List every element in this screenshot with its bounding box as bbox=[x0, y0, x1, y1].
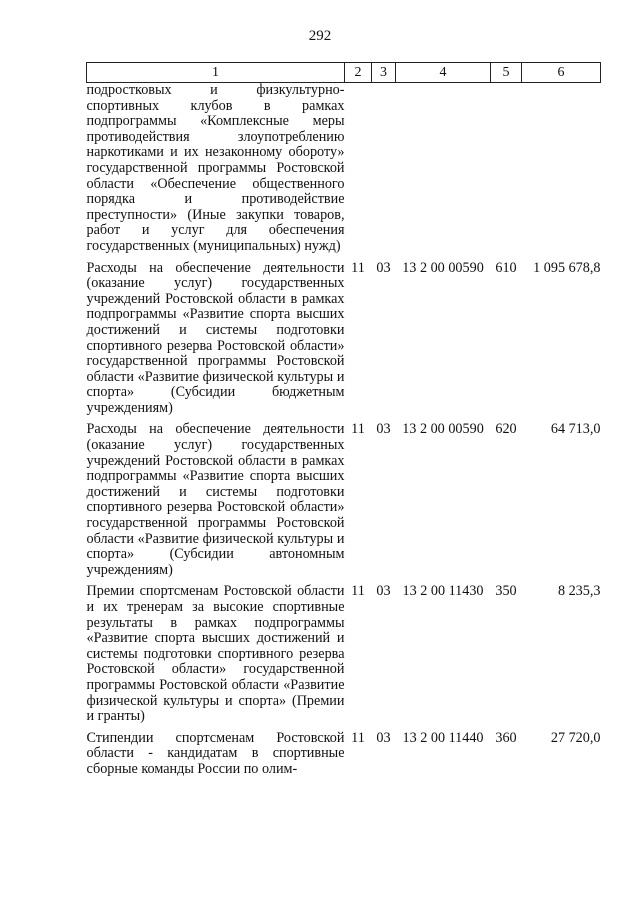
amount: 64 713,0 bbox=[550, 421, 601, 438]
table-header-row bbox=[87, 63, 601, 83]
column-header: 6 bbox=[522, 63, 601, 83]
amount: 8 235,3 bbox=[557, 583, 601, 600]
section-code: 11 bbox=[351, 583, 365, 600]
section-code: 11 bbox=[351, 421, 365, 438]
target-article-code: 13 2 00 00590 bbox=[402, 421, 484, 438]
expense-type-code: 620 bbox=[495, 421, 517, 438]
subsection-code: 03 bbox=[376, 259, 391, 276]
subsection-code: 03 bbox=[376, 729, 391, 746]
section-code: 11 bbox=[351, 729, 365, 746]
expense-type-code bbox=[491, 83, 522, 255]
subsection-code: 03 bbox=[376, 421, 391, 438]
target-article-code: 13 2 00 00590 bbox=[402, 259, 484, 276]
page-number: 292 bbox=[308, 28, 332, 44]
column-header: 2 bbox=[345, 63, 372, 83]
budget-table bbox=[86, 62, 601, 778]
expense-type-code: 610 bbox=[495, 259, 517, 276]
subsection-code: 03 bbox=[376, 583, 391, 600]
row-description: Стипендии спортсменам Ростовской области - кандидатам в спортивные сборные команды России по олим- bbox=[86, 729, 345, 777]
amount: 1 095 678,8 bbox=[533, 259, 601, 276]
column-header: 3 bbox=[372, 63, 396, 83]
table-row bbox=[87, 255, 601, 417]
row-description: подростковых и физкультурно-спортивных клубов в рамках подпрограммы «Комплексные меры противодействия злоупотреблению наркотиками и их незаконному обороту» государственной программы Ростовской области «Обеспечение общественного порядка и противодействие преступности» (Иные закупки товаров, работ и услуг для обеспечения государственных (муниципальных) нужд) bbox=[86, 82, 345, 254]
section-code: 11 bbox=[351, 259, 365, 276]
column-header: 1 bbox=[87, 63, 345, 83]
column-header: 4 bbox=[396, 63, 491, 83]
table-row bbox=[87, 578, 601, 724]
amount: 27 720,0 bbox=[550, 729, 601, 746]
table-row bbox=[87, 83, 601, 255]
row-description: Премии спортсменам Ростовской области и их тренерам за высокие спортивные результаты в рамках подпрограммы «Развитие спорта высших достижений и системы подготовки спортивного резерва Ростовской области» государственной программы Ростовской области «Развитие физической культуры и спорта» (Премии и гранты) bbox=[86, 583, 345, 725]
amount bbox=[522, 83, 601, 255]
row-description: Расходы на обеспечение деятельности (оказание услуг) государственных учреждений Ростовской области в рамках подпрограммы «Развитие спорта высших достижений и системы подготовки спортивного резерва Ростовской области» государственной программы Ростовской области «Развитие физической культуры и спорта» (Субсидии автономным учреждениям) bbox=[86, 421, 345, 578]
section-code bbox=[345, 83, 372, 255]
row-description: Расходы на обеспечение деятельности (оказание услуг) государственных учреждений Ростовской области в рамках подпрограммы «Развитие спорта высших достижений и системы подготовки спортивного резерва Ростовской области» государственной программы Ростовской области «Развитие физической культуры и спорта» (Субсидии бюджетным учреждениям) bbox=[86, 259, 345, 416]
expense-type-code: 360 bbox=[495, 729, 517, 746]
table-row bbox=[87, 725, 601, 778]
table-row bbox=[87, 416, 601, 578]
target-article-code: 13 2 00 11440 bbox=[402, 729, 484, 746]
target-article-code: 13 2 00 11430 bbox=[402, 583, 484, 600]
target-article-code bbox=[396, 83, 491, 255]
column-header: 5 bbox=[491, 63, 522, 83]
subsection-code bbox=[372, 83, 396, 255]
expense-type-code: 350 bbox=[495, 583, 517, 600]
